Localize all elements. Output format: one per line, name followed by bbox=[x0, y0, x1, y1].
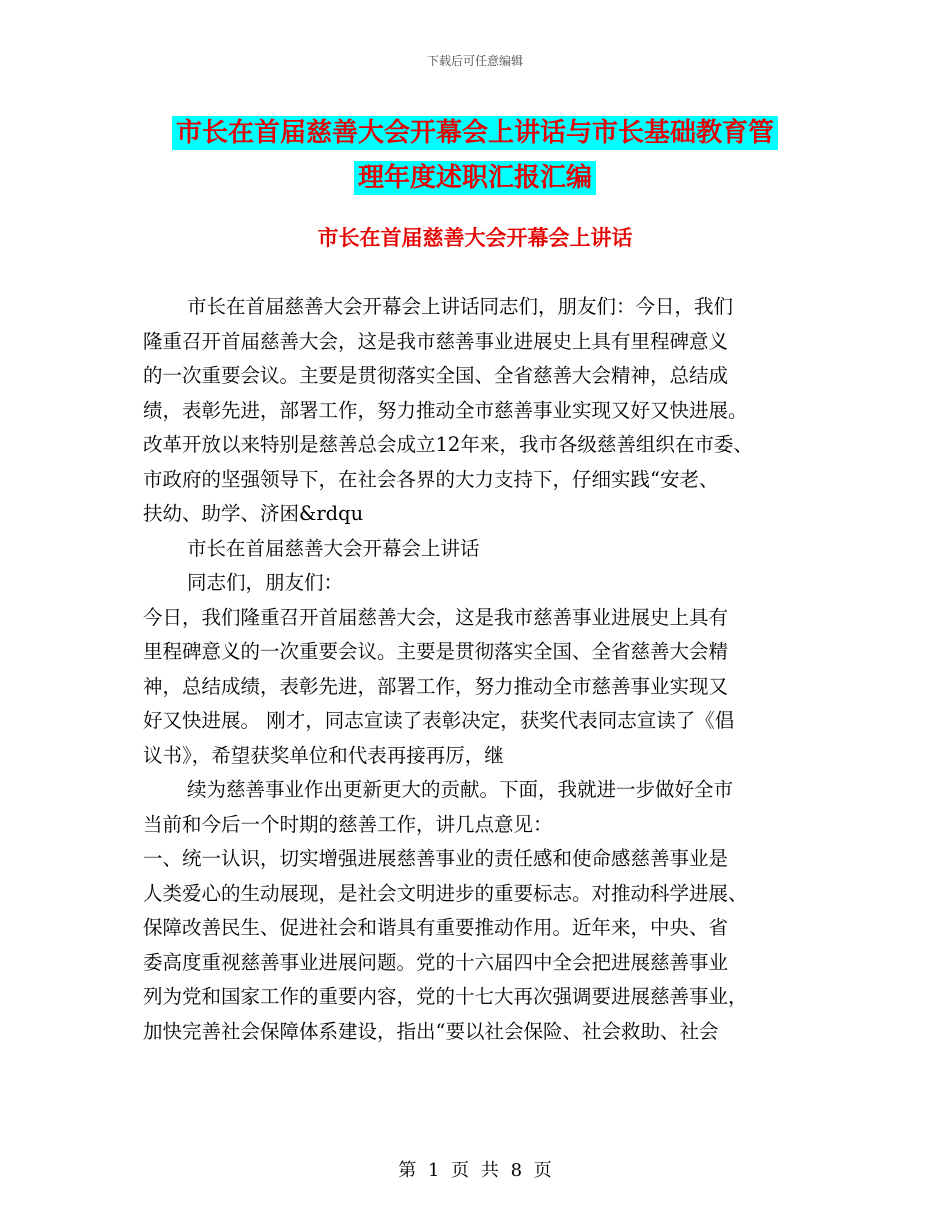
body-line: 市长在首届慈善大会开幕会上讲话同志们，朋友们：今日，我们 bbox=[187, 295, 734, 318]
body-line: 委高度重视慈善事业进展问题。党的十六届四中全会把进展慈善事业 bbox=[143, 950, 729, 974]
document-title-text-1: 市长在首届慈善大会开幕会上讲话与市长基础教育管 bbox=[172, 116, 778, 150]
body-line: 续为慈善事业作出更新更大的贡献。下面，我就进一步做好全市 bbox=[187, 778, 734, 801]
body-line: 隆重召开首届慈善大会，这是我市慈善事业进展史上具有里程碑意义 bbox=[143, 329, 729, 353]
body-line: 列为党和国家工作的重要内容，党的十七大再次强调要进展慈善事业， bbox=[143, 985, 748, 1008]
body-line: 同志们，朋友们： bbox=[187, 571, 344, 594]
document-title-line-1 bbox=[0, 112, 950, 149]
body-line: 市政府的坚强领导下，在社会各界的大力支持下，仔细实践“安老、 bbox=[143, 467, 719, 491]
body-text bbox=[143, 290, 823, 1049]
body-line: 扶幼、助学、济困&rdqu bbox=[143, 502, 364, 525]
body-line: 加快完善社会保障体系建设，指出“要以社会保险、社会救助、社会 bbox=[143, 1019, 719, 1043]
header-note: 下载后可任意编辑 bbox=[426, 54, 523, 68]
document-title-text-2: 理年度述职汇报汇编 bbox=[354, 161, 596, 195]
section-title: 市长在首届慈善大会开幕会上讲话 bbox=[317, 226, 633, 250]
body-line: 的一次重要会议。主要是贯彻落实全国、全省慈善大会精神，总结成 bbox=[143, 364, 729, 387]
body-line: 当前和今后一个时期的慈善工作，讲几点意见： bbox=[143, 812, 553, 836]
body-line: 里程碑意义的一次重要会议。主要是贯彻落实全国、全省慈善大会精 bbox=[143, 640, 729, 663]
body-line: 神，总结成绩，表彰先进，部署工作，努力推动全市慈善事业实现又 bbox=[143, 674, 729, 698]
body-line: 今日，我们隆重召开首届慈善大会，这是我市慈善事业进展史上具有 bbox=[143, 605, 729, 629]
body-line: 改革开放以来特别是慈善总会成立12年来，我市各级慈善组织在市委、 bbox=[143, 433, 753, 456]
document-title-line-2 bbox=[0, 157, 950, 194]
body-line: 一、统一认识，切实增强进展慈善事业的责任感和使命感慈善事业是 bbox=[143, 847, 729, 870]
body-line: 保障改善民生、促进社会和谐具有重要推动作用。近年来，中央、省 bbox=[143, 916, 729, 939]
body-line: 市长在首届慈善大会开幕会上讲话 bbox=[187, 536, 480, 560]
body-line: 好又快进展。 刚才，同志宣读了表彰决定，获奖代表同志宣读了《倡 bbox=[143, 709, 735, 732]
body-line: 议书》，希望获奖单位和代表再接再厉，继 bbox=[143, 743, 504, 767]
body-line: 人类爱心的生动展现，是社会文明进步的重要标志。对推动科学进展、 bbox=[143, 881, 748, 905]
body-line: 绩，表彰先进，部署工作，努力推动全市慈善事业实现又好又快进展。 bbox=[143, 398, 748, 422]
page-number: 第 1 页 共 8 页 bbox=[398, 1160, 552, 1181]
